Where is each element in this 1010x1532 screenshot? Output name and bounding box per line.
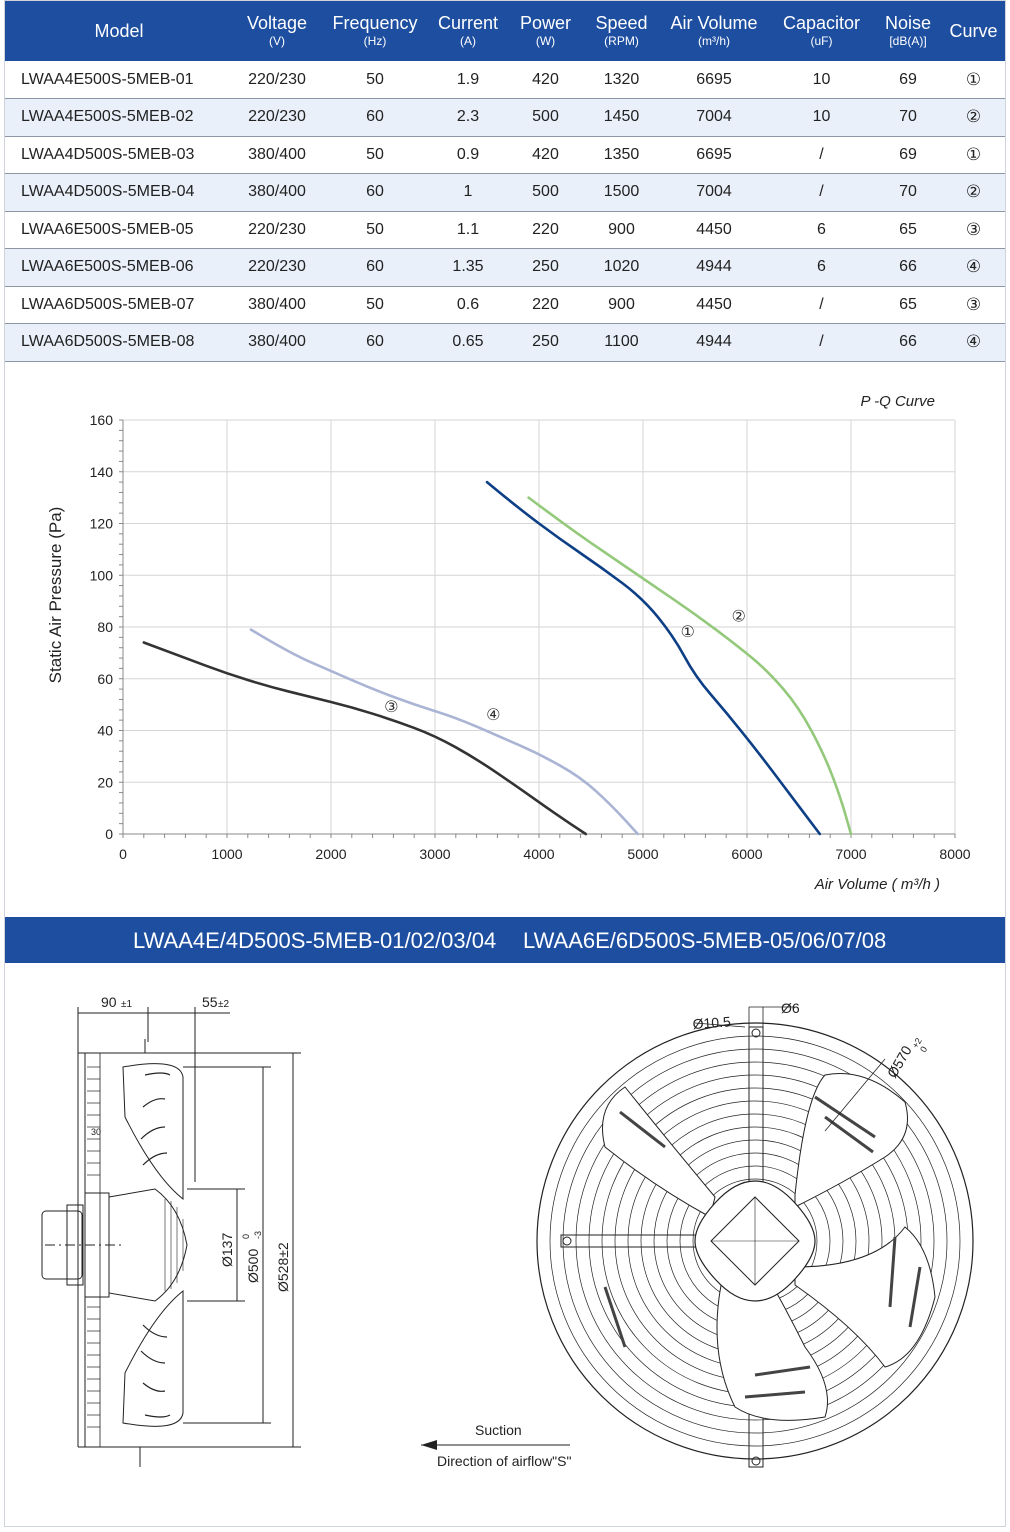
- table-cell: 220/230: [233, 249, 321, 287]
- table-cell: 420: [507, 136, 584, 174]
- table-cell: 70: [874, 99, 942, 137]
- table-cell: 4450: [659, 211, 769, 249]
- table-cell: 69: [874, 136, 942, 174]
- model-banner: [5, 917, 1005, 963]
- table-cell: 250: [507, 324, 584, 362]
- curve-cell: ③: [942, 286, 1005, 324]
- column-header-label: Current: [437, 13, 499, 34]
- model-cell: LWAA4D500S-5MEB-03: [5, 136, 233, 174]
- table-cell: 1320: [584, 61, 659, 99]
- table-cell: 1.9: [429, 61, 507, 99]
- table-cell: 900: [584, 286, 659, 324]
- table-cell: /: [769, 324, 874, 362]
- table-cell: 1020: [584, 249, 659, 287]
- table-cell: 50: [321, 61, 429, 99]
- model-cell: LWAA6E500S-5MEB-05: [5, 211, 233, 249]
- table-cell: 220/230: [233, 99, 321, 137]
- column-header-label: Curve: [949, 20, 998, 41]
- column-header-unit: (V): [269, 34, 285, 49]
- table-cell: 220/230: [233, 211, 321, 249]
- dim-90-tol: ±1: [121, 999, 133, 1010]
- y-tick-label: 60: [97, 670, 113, 687]
- x-tick-label: 8000: [939, 846, 971, 862]
- table-cell: 4450: [659, 286, 769, 324]
- column-header: [942, 1, 1005, 61]
- model-cell: LWAA4E500S-5MEB-01: [5, 61, 233, 99]
- table-cell: 1.1: [429, 211, 507, 249]
- y-tick-label: 40: [97, 722, 113, 739]
- table-cell: 4944: [659, 249, 769, 287]
- table-cell: 50: [321, 136, 429, 174]
- chart-y-label: Static Air Pressure (Pa): [46, 506, 65, 684]
- column-header-label: Speed: [595, 13, 648, 34]
- column-header-unit: (m³/h): [698, 34, 730, 49]
- table-cell: 0.9: [429, 136, 507, 174]
- table-cell: 380/400: [233, 324, 321, 362]
- dim-90: 90: [101, 994, 117, 1010]
- column-header: [5, 1, 233, 61]
- table-cell: 220: [507, 286, 584, 324]
- x-tick-label: 4000: [523, 846, 555, 862]
- table-cell: 50: [321, 211, 429, 249]
- dim-500-tol-bot: -3: [253, 1230, 263, 1239]
- dim-500-tol-top: 0: [241, 1233, 251, 1239]
- column-header: [429, 1, 507, 61]
- x-tick-label: 7000: [835, 846, 867, 862]
- table-cell: 65: [874, 286, 942, 324]
- series-line-3: [144, 643, 586, 834]
- table-cell: 1500: [584, 174, 659, 212]
- spec-table: [5, 1, 1005, 362]
- table-cell: 69: [874, 61, 942, 99]
- chart-annotations: [384, 607, 746, 724]
- curve-cell: ②: [942, 174, 1005, 212]
- table-cell: 380/400: [233, 136, 321, 174]
- chart-series: [144, 482, 851, 834]
- y-tick-label: 140: [89, 463, 113, 480]
- y-tick-label: 80: [97, 619, 113, 635]
- table-cell: /: [769, 136, 874, 174]
- table-row: [5, 211, 1005, 249]
- table-cell: 60: [321, 249, 429, 287]
- x-tick-label: 3000: [419, 846, 451, 862]
- x-tick-label: 1000: [211, 846, 243, 862]
- table-cell: 1450: [584, 99, 659, 137]
- table-cell: 60: [321, 99, 429, 137]
- curve-cell: ③: [942, 211, 1005, 249]
- table-cell: 420: [507, 61, 584, 99]
- curve-cell: ④: [942, 324, 1005, 362]
- curve-annotation-label: ④: [486, 704, 501, 724]
- table-cell: 0.6: [429, 286, 507, 324]
- table-cell: 6695: [659, 61, 769, 99]
- table-cell: /: [769, 286, 874, 324]
- dim-10-5: Ø10.5: [692, 1013, 732, 1032]
- column-header: [874, 1, 942, 61]
- table-header-row: [5, 1, 1005, 61]
- y-tick-label: 160: [89, 412, 113, 428]
- table-cell: 1: [429, 174, 507, 212]
- table-cell: 500: [507, 174, 584, 212]
- x-tick-label: 6000: [731, 846, 763, 862]
- table-cell: /: [769, 174, 874, 212]
- table-cell: 60: [321, 174, 429, 212]
- table-cell: 1350: [584, 136, 659, 174]
- table-cell: 500: [507, 99, 584, 137]
- table-cell: 380/400: [233, 286, 321, 324]
- curve-cell: ①: [942, 61, 1005, 99]
- dim-570: Ø570: [883, 1042, 915, 1081]
- column-header-label: Air Volume: [670, 13, 758, 34]
- column-header-label: Power: [519, 13, 572, 34]
- table-cell: 6: [769, 249, 874, 287]
- dim-137: Ø137: [219, 1232, 235, 1267]
- pq-chart-svg: [5, 363, 1005, 913]
- x-tick-label: 2000: [315, 846, 347, 862]
- model-cell: LWAA6D500S-5MEB-08: [5, 324, 233, 362]
- dim-570-tol-bot: 0: [918, 1044, 930, 1054]
- datasheet-page: [4, 0, 1006, 1527]
- y-tick-label: 120: [89, 515, 113, 532]
- column-header-label: Voltage: [246, 13, 308, 34]
- curve-cell: ②: [942, 99, 1005, 137]
- table-cell: 6695: [659, 136, 769, 174]
- model-cell: LWAA4D500S-5MEB-04: [5, 174, 233, 212]
- series-line-4: [251, 630, 638, 834]
- model-cell: LWAA4E500S-5MEB-02: [5, 99, 233, 137]
- series-line-1: [487, 482, 820, 834]
- curve-cell: ④: [942, 249, 1005, 287]
- table-row: [5, 61, 1005, 99]
- y-tick-label: 20: [97, 774, 113, 791]
- banner-right-models: LWAA6E/6D500S-5MEB-05/06/07/08: [523, 928, 887, 953]
- x-tick-label: 0: [119, 846, 127, 862]
- table-cell: 380/400: [233, 174, 321, 212]
- dimension-drawings: [5, 967, 1005, 1527]
- y-tick-label: 0: [105, 826, 113, 842]
- dim-528: Ø528±2: [275, 1242, 291, 1292]
- table-row: [5, 99, 1005, 137]
- column-header: [321, 1, 429, 61]
- column-header-label: Capacitor: [782, 13, 861, 34]
- x-tick-label: 5000: [627, 846, 659, 862]
- column-header-unit: (uF): [810, 34, 833, 49]
- dim-55: 55: [202, 994, 218, 1010]
- dim-55-tol: ±2: [218, 999, 230, 1010]
- curve-annotation-label: ①: [680, 622, 695, 642]
- table-cell: 50: [321, 286, 429, 324]
- suction-label: Suction: [475, 1422, 522, 1438]
- table-cell: 250: [507, 249, 584, 287]
- column-header: [769, 1, 874, 61]
- table-cell: 7004: [659, 174, 769, 212]
- table-cell: 1.35: [429, 249, 507, 287]
- drawing-svg: [5, 967, 1005, 1527]
- table-cell: 4944: [659, 324, 769, 362]
- table-cell: 66: [874, 324, 942, 362]
- dim-500: Ø500: [245, 1248, 261, 1283]
- table-cell: 70: [874, 174, 942, 212]
- table-row: [5, 324, 1005, 362]
- banner-left-models: LWAA4E/4D500S-5MEB-01/02/03/04: [133, 928, 497, 953]
- chart-x-label: Air Volume ( m³/h ): [814, 876, 940, 893]
- column-header: [507, 1, 584, 61]
- table-cell: 60: [321, 324, 429, 362]
- table-row: [5, 136, 1005, 174]
- column-header-unit: (W): [535, 34, 556, 49]
- dim-570-tol-top: +2: [910, 1036, 924, 1050]
- chart-title: P -Q Curve: [860, 393, 935, 410]
- column-header: [233, 1, 321, 61]
- column-header-unit: (Hz): [363, 34, 387, 49]
- model-cell: LWAA6D500S-5MEB-07: [5, 286, 233, 324]
- column-header-unit: (RPM): [604, 34, 639, 49]
- dim-6: Ø6: [781, 1000, 800, 1016]
- column-header-label: Frequency: [332, 13, 418, 34]
- table-cell: 900: [584, 211, 659, 249]
- airflow-label: Direction of airflow"S": [437, 1453, 572, 1469]
- column-header-unit: [dB(A)]: [889, 34, 927, 49]
- table-row: [5, 286, 1005, 324]
- pq-chart: [5, 363, 1005, 913]
- table-body: [5, 61, 1005, 361]
- column-header: [659, 1, 769, 61]
- table-cell: 220: [507, 211, 584, 249]
- side-view-labels: [91, 994, 291, 1292]
- table-row: [5, 174, 1005, 212]
- column-header-label: Noise: [884, 13, 932, 34]
- table-cell: 2.3: [429, 99, 507, 137]
- curve-annotation-label: ③: [384, 697, 399, 717]
- table-cell: 220/230: [233, 61, 321, 99]
- table-cell: 10: [769, 61, 874, 99]
- table-cell: 7004: [659, 99, 769, 137]
- table-cell: 10: [769, 99, 874, 137]
- curve-annotation-label: ②: [731, 606, 746, 626]
- dim-30: 30: [91, 1127, 102, 1137]
- table-cell: 66: [874, 249, 942, 287]
- column-header-label: Model: [94, 20, 144, 41]
- table-row: [5, 249, 1005, 287]
- table-cell: 0.65: [429, 324, 507, 362]
- model-cell: LWAA6E500S-5MEB-06: [5, 249, 233, 287]
- curve-cell: ①: [942, 136, 1005, 174]
- column-header-unit: (A): [460, 34, 476, 49]
- table-cell: 1100: [584, 324, 659, 362]
- y-tick-label: 100: [89, 567, 113, 584]
- table-cell: 6: [769, 211, 874, 249]
- column-header: [584, 1, 659, 61]
- table-cell: 65: [874, 211, 942, 249]
